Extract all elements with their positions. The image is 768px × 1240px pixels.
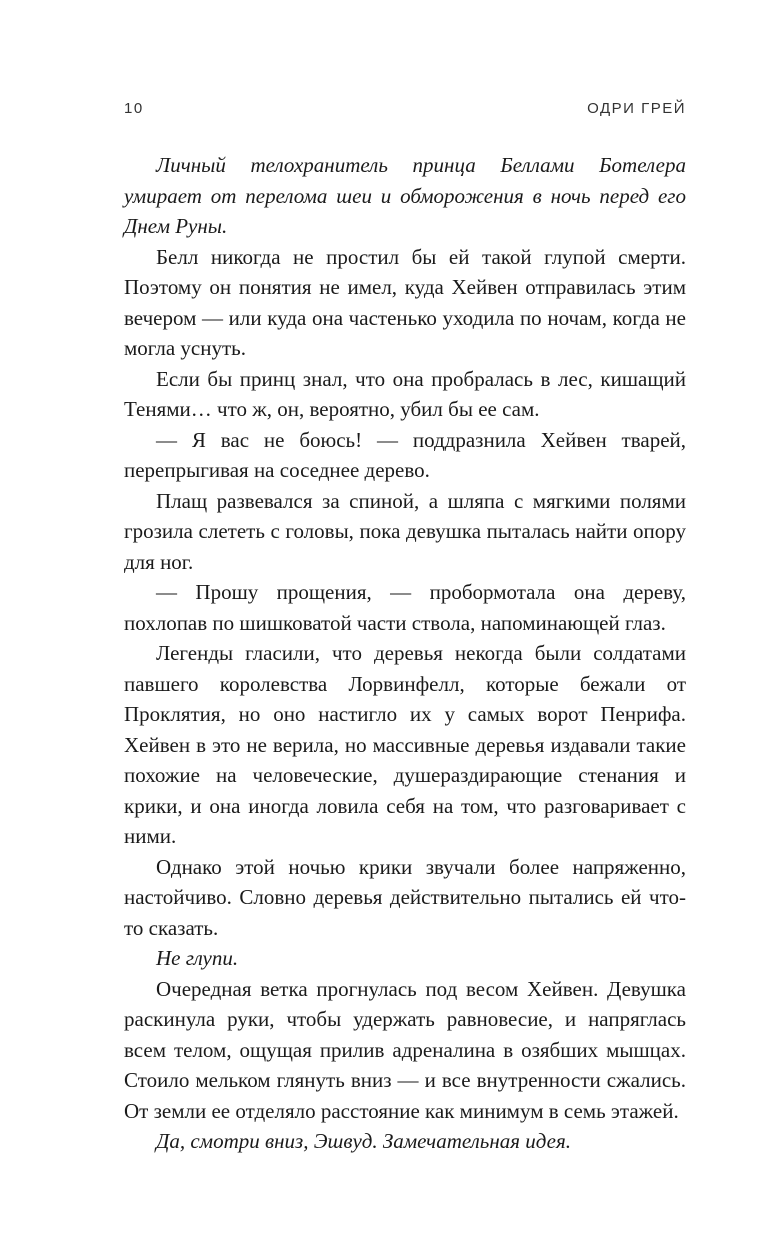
paragraph: Очередная ветка прогнулась под весом Хейвен. Девушка раскинула руки, чтобы удержать равновесие, и напряглась всем телом, ощущая прилив адреналина в озябших мышцах. Стоило мельком глянуть вниз — и все внутренности сжались. От земли ее отделяло расстояние как минимум в семь этажей. [124,976,686,1123]
paragraph: Плащ развевался за спиной, а шляпа с мягкими полями грозила слететь с головы, пока девушка пыталась найти опору для ног. [124,488,686,574]
paragraph-italic: Не глупи. [156,946,239,970]
paragraph-dialogue: — Прошу прощения, — пробормотала она дереву, похлопав по шишковатой части ствола, напоминающей глаз. [124,580,686,635]
paragraph: Легенды гласили, что деревья некогда были солдатами павшего королевства Лорвинфелл, которые бежали от Проклятия, но оно настигло их у самых ворот Пенрифа. Хейвен в это не верила, но массивные деревья издавали такие похожие на человеческие, душераздирающие стенания и крики, и она иногда ловила себя на том, что разговаривает с ними. [124,641,686,848]
paragraph-italic: Да, смотри вниз, Эшвуд. Замечательная идея. [156,1129,572,1153]
paragraph: Если бы принц знал, что она пробралась в лес, кишащий Тенями… что ж, он, вероятно, убил бы ее сам. [124,366,686,421]
paragraph-dialogue: — Я вас не боюсь! — поддразнила Хейвен тварей, перепрыгивая на соседнее дерево. [124,427,686,482]
author-name: ОДРИ ГРЕЙ [587,100,686,117]
paragraph: Однако этой ночью крики звучали более напряженно, настойчиво. Словно деревья действительно пытались ей что-то сказать. [124,854,686,940]
paragraph: Белл никогда не простил бы ей такой глупой смерти. Поэтому он понятия не имел, куда Хейвен отправилась этим вечером — или куда она частенько уходила по ночам, когда не могла уснуть. [124,244,686,360]
page-number: 10 [124,100,144,117]
paragraph-italic: Личный телохранитель принца Беллами Ботелера умирает от перелома шеи и обморожения в ночь перед его Днем Руны. [124,153,686,238]
body-text [124,150,686,1157]
running-head [124,100,686,124]
